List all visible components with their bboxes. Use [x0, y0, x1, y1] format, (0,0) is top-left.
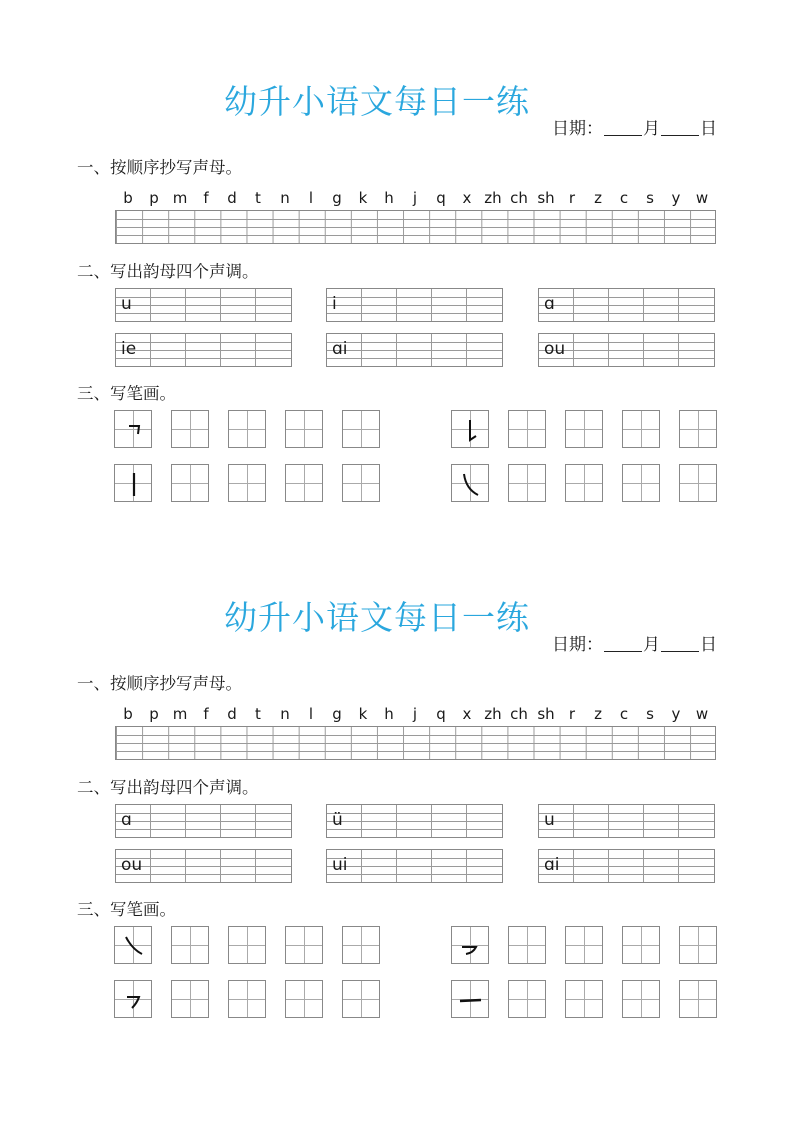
initial-letter: g: [332, 705, 342, 723]
vowel-writing-box[interactable]: [538, 288, 715, 322]
initial-letter: ch: [510, 189, 528, 207]
initial-letter: k: [358, 705, 368, 723]
question-3-title: 三、写笔画。: [77, 384, 176, 403]
stroke-practice-box[interactable]: [285, 926, 323, 964]
date-line: [552, 114, 717, 139]
day-label: 日: [700, 635, 717, 655]
initial-letter: n: [280, 705, 290, 723]
initial-letter: h: [384, 189, 394, 207]
vowel-writing-box[interactable]: [538, 849, 715, 883]
vowel-label: i: [332, 294, 337, 314]
stroke-example-heng-zhe: [114, 410, 152, 448]
day-label: 日: [700, 119, 717, 139]
month-blank[interactable]: [604, 637, 642, 652]
stroke-glyph: [452, 411, 490, 449]
initial-letter: g: [332, 189, 342, 207]
initial-letter: f: [203, 705, 209, 723]
stroke-glyph: [452, 981, 490, 1019]
initial-letter: t: [255, 705, 261, 723]
stroke-practice-box[interactable]: [342, 980, 380, 1018]
initial-letter: m: [172, 189, 188, 207]
vowel-label: u: [121, 294, 132, 314]
vowel-writing-box[interactable]: [115, 333, 292, 367]
initial-letter: t: [255, 189, 261, 207]
vowel-writing-box[interactable]: [326, 849, 503, 883]
initial-letter: w: [695, 705, 709, 723]
vowel-writing-box[interactable]: [115, 804, 292, 838]
stroke-practice-box[interactable]: [622, 464, 660, 502]
initial-letter: r: [568, 705, 576, 723]
question-1-title: 一、按顺序抄写声母。: [77, 674, 242, 693]
initial-letter: zh: [484, 705, 502, 723]
stroke-practice-box[interactable]: [342, 410, 380, 448]
vowel-label: ɑi: [332, 339, 348, 359]
vowel-label: u: [544, 810, 555, 830]
vowel-label: ü: [332, 810, 343, 830]
question-3-title: 三、写笔画。: [77, 900, 176, 919]
vowel-writing-box[interactable]: [538, 804, 715, 838]
vowel-writing-box[interactable]: [326, 333, 503, 367]
initial-letter: z: [594, 705, 602, 723]
initial-letter: q: [436, 189, 446, 207]
worksheet-2: [0, 516, 794, 1036]
stroke-practice-box[interactable]: [679, 410, 717, 448]
stroke-practice-box[interactable]: [171, 464, 209, 502]
initial-letter: j: [412, 705, 418, 723]
question-2-title: 二、写出韵母四个声调。: [77, 778, 259, 797]
initial-letter: s: [646, 705, 654, 723]
initial-letter: k: [358, 189, 368, 207]
initial-letter: sh: [537, 189, 555, 207]
stroke-practice-box[interactable]: [508, 464, 546, 502]
initial-letter: z: [594, 189, 602, 207]
vowel-label: ou: [121, 855, 143, 875]
initial-letter: zh: [484, 189, 502, 207]
initial-letter: x: [462, 705, 472, 723]
initial-letter: y: [671, 189, 681, 207]
vowel-label: ɑ: [544, 294, 555, 314]
date-label: 日期：: [552, 119, 603, 139]
initial-letter: h: [384, 705, 394, 723]
initial-letter: d: [227, 189, 237, 207]
vowel-writing-box[interactable]: [326, 288, 503, 322]
vowel-label: ɑ: [121, 810, 132, 830]
day-blank[interactable]: [661, 121, 699, 136]
stroke-example-heng-pie: [451, 926, 489, 964]
initial-letter: b: [123, 705, 133, 723]
vowel-label: ui: [332, 855, 348, 875]
initial-letter: s: [646, 189, 654, 207]
question-2-title: 二、写出韵母四个声调。: [77, 262, 259, 281]
worksheet-title: 幼升小语文每日一练: [224, 82, 530, 121]
stroke-practice-box[interactable]: [228, 464, 266, 502]
initials-row: [115, 189, 715, 207]
stroke-glyph: [115, 981, 153, 1019]
initial-letter: c: [619, 189, 629, 207]
vowel-writing-box[interactable]: [115, 288, 292, 322]
stroke-practice-box[interactable]: [285, 980, 323, 1018]
date-label: 日期：: [552, 635, 603, 655]
stroke-practice-box[interactable]: [228, 980, 266, 1018]
month-label: 月: [643, 635, 660, 655]
stroke-practice-box[interactable]: [622, 926, 660, 964]
question-1-title: 一、按顺序抄写声母。: [77, 158, 242, 177]
stroke-practice-box[interactable]: [565, 926, 603, 964]
initial-letter: sh: [537, 705, 555, 723]
initial-letter: c: [619, 705, 629, 723]
stroke-example-heng-zhe: [114, 980, 152, 1018]
vowel-label: ie: [121, 339, 137, 359]
initial-letter: ch: [510, 705, 528, 723]
stroke-practice-box[interactable]: [342, 926, 380, 964]
vowel-label: ɑi: [544, 855, 560, 875]
stroke-glyph: [452, 927, 490, 965]
initial-letter: q: [436, 705, 446, 723]
stroke-example-na: [451, 464, 489, 502]
stroke-practice-box[interactable]: [508, 980, 546, 1018]
initial-letter: f: [203, 189, 209, 207]
stroke-practice-box[interactable]: [622, 980, 660, 1018]
vowel-writing-box[interactable]: [326, 804, 503, 838]
month-label: 月: [643, 119, 660, 139]
stroke-practice-box[interactable]: [508, 926, 546, 964]
stroke-glyph: [115, 927, 153, 965]
stroke-practice-box[interactable]: [565, 464, 603, 502]
stroke-practice-box[interactable]: [565, 410, 603, 448]
stroke-practice-box[interactable]: [171, 980, 209, 1018]
vowel-writing-box[interactable]: [538, 333, 715, 367]
stroke-practice-box[interactable]: [228, 926, 266, 964]
initial-letter: x: [462, 189, 472, 207]
initial-letter: p: [149, 189, 159, 207]
worksheet-title: 幼升小语文每日一练: [224, 598, 530, 637]
stroke-glyph: [452, 465, 490, 503]
vowel-label: ou: [544, 339, 566, 359]
stroke-practice-box[interactable]: [342, 464, 380, 502]
initial-letter: b: [123, 189, 133, 207]
stroke-practice-box[interactable]: [565, 980, 603, 1018]
stroke-practice-box[interactable]: [171, 410, 209, 448]
stroke-practice-box[interactable]: [622, 410, 660, 448]
vowel-writing-box[interactable]: [115, 849, 292, 883]
initial-letter: l: [308, 189, 314, 207]
initial-letter: d: [227, 705, 237, 723]
worksheet-1: [0, 0, 794, 520]
initial-letter: y: [671, 705, 681, 723]
day-blank[interactable]: [661, 637, 699, 652]
stroke-example-shu-ti: [451, 410, 489, 448]
stroke-practice-box[interactable]: [679, 926, 717, 964]
stroke-practice-box[interactable]: [508, 410, 546, 448]
initials-row: [115, 705, 715, 723]
stroke-practice-box[interactable]: [285, 464, 323, 502]
stroke-practice-box[interactable]: [679, 464, 717, 502]
initial-letter: n: [280, 189, 290, 207]
stroke-example-heng: [451, 980, 489, 1018]
stroke-practice-box[interactable]: [285, 410, 323, 448]
stroke-practice-box[interactable]: [679, 980, 717, 1018]
stroke-example-na: [114, 926, 152, 964]
stroke-example-shu: [114, 464, 152, 502]
initial-letter: w: [695, 189, 709, 207]
stroke-glyph: [115, 465, 153, 503]
initial-letter: j: [412, 189, 418, 207]
initial-letter: l: [308, 705, 314, 723]
initial-letter: r: [568, 189, 576, 207]
initial-letter: p: [149, 705, 159, 723]
date-line: [552, 630, 717, 655]
stroke-practice-box[interactable]: [228, 410, 266, 448]
month-blank[interactable]: [604, 121, 642, 136]
stroke-glyph: [115, 411, 153, 449]
initials-writing-grid[interactable]: [115, 726, 716, 760]
initials-writing-grid[interactable]: [115, 210, 716, 244]
initial-letter: m: [172, 705, 188, 723]
stroke-practice-box[interactable]: [171, 926, 209, 964]
